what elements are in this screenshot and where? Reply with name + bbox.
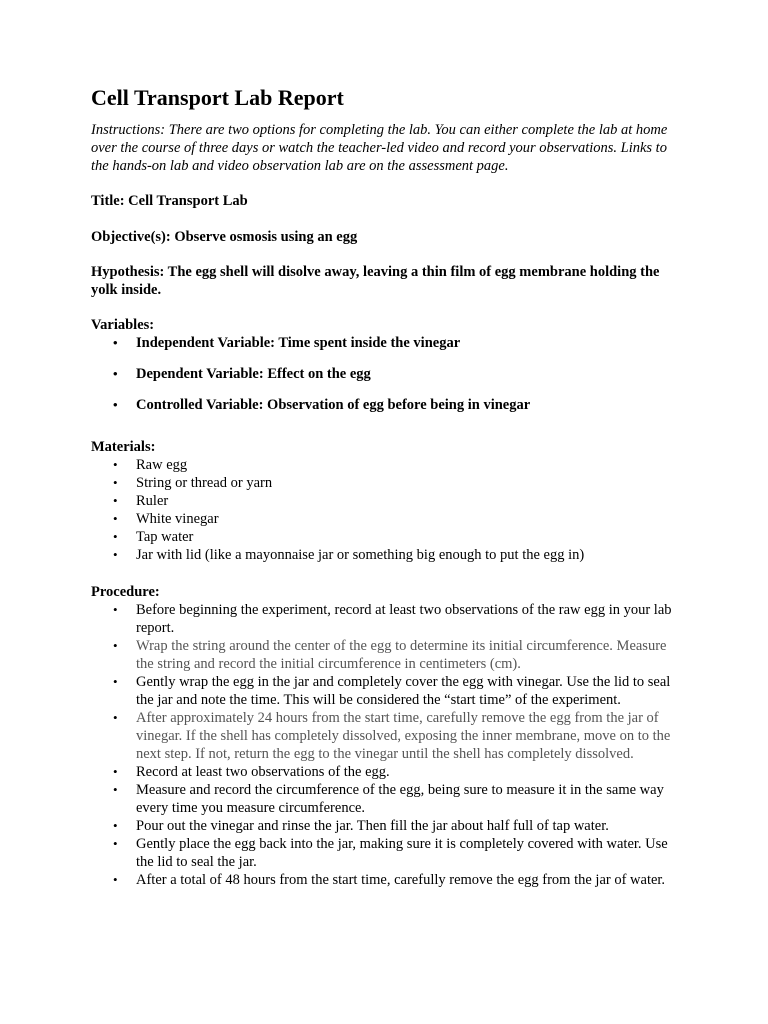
procedure-list [91, 601, 681, 889]
bullet-icon: • [113, 397, 118, 412]
instructions-paragraph: Instructions: There are two options for completing the lab. You can either complete the lab at home over the course of three days or watch the teacher-led video and record your observations. Links to the hands-on lab and video observation lab are on the assessment page. [91, 122, 668, 174]
list-item [91, 546, 681, 564]
bullet-icon: • [113, 475, 118, 490]
variable-text: Independent Variable: Time spent inside the vinegar [136, 335, 461, 351]
material-text: Tap water [136, 529, 194, 545]
materials-list [91, 456, 681, 564]
list-item [91, 871, 681, 889]
bullet-icon: • [113, 529, 118, 544]
bullet-icon: • [113, 836, 118, 851]
list-item [91, 474, 681, 492]
variable-text: Controlled Variable: Observation of egg before being in vinegar [136, 397, 531, 413]
bullet-icon: • [113, 818, 118, 833]
bullet-icon: • [113, 547, 118, 562]
bullet-icon: • [113, 335, 118, 350]
list-item [91, 781, 681, 817]
list-item [91, 334, 681, 352]
procedure-step: After a total of 48 hours from the start time, carefully remove the egg from the jar of water. [136, 872, 666, 888]
bullet-icon: • [113, 511, 118, 526]
material-text: Raw egg [136, 457, 188, 473]
bullet-icon: • [113, 710, 118, 725]
list-item [91, 601, 681, 637]
hypothesis-line: Hypothesis: The egg shell will disolve away, leaving a thin film of egg membrane holding the yolk inside. [91, 264, 660, 298]
material-text: String or thread or yarn [136, 475, 273, 491]
variables-heading: Variables: [91, 317, 155, 333]
procedure-step: Gently wrap the egg in the jar and completely cover the egg with vinegar. Use the lid to seal the jar and note the time. This will be considered the “start time” of the experiment. [136, 674, 671, 708]
bullet-icon: • [113, 366, 118, 381]
bullet-icon: • [113, 602, 118, 617]
objective-line: Objective(s): Observe osmosis using an egg [91, 229, 358, 245]
document-title: Cell Transport Lab Report [91, 85, 344, 110]
materials-heading: Materials: [91, 439, 156, 455]
list-item [91, 763, 681, 781]
bullet-icon: • [113, 638, 118, 653]
procedure-step: Wrap the string around the center of the egg to determine its initial circumference. Measure the string and record the initial circumference in centimeters (cm). [136, 638, 667, 672]
procedure-step: Pour out the vinegar and rinse the jar. Then fill the jar about half full of tap water. [136, 818, 609, 834]
bullet-icon: • [113, 457, 118, 472]
list-item [91, 817, 681, 835]
list-item [91, 835, 681, 871]
procedure-step: After approximately 24 hours from the start time, carefully remove the egg from the jar of vinegar. If the shell has completely dissolved, exposing the inner membrane, move on to the next step. If not, return the egg to the vinegar until the shell has completely dissolved. [136, 710, 671, 762]
list-item [91, 492, 681, 510]
list-item [91, 396, 681, 414]
list-item [91, 673, 681, 709]
procedure-step: Gently place the egg back into the jar, making sure it is completely covered with water. Use the lid to seal the jar. [136, 836, 668, 870]
list-item [91, 365, 681, 383]
bullet-icon: • [113, 493, 118, 508]
variable-text: Dependent Variable: Effect on the egg [136, 366, 371, 382]
list-item [91, 456, 681, 474]
procedure-step: Before beginning the experiment, record at least two observations of the raw egg in your lab report. [136, 602, 672, 636]
title-line: Title: Cell Transport Lab [91, 193, 248, 209]
bullet-icon: • [113, 782, 118, 797]
list-item [91, 709, 681, 763]
variables-list [91, 334, 681, 414]
list-item [91, 528, 681, 546]
bullet-icon: • [113, 764, 118, 779]
bullet-icon: • [113, 674, 118, 689]
document-page [91, 84, 681, 889]
list-item [91, 510, 681, 528]
material-text: Ruler [136, 493, 169, 509]
material-text: White vinegar [136, 511, 219, 527]
procedure-heading: Procedure: [91, 584, 160, 600]
material-text: Jar with lid (like a mayonnaise jar or something big enough to put the egg in) [136, 547, 585, 563]
bullet-icon: • [113, 872, 118, 887]
procedure-step: Measure and record the circumference of the egg, being sure to measure it in the same way every time you measure circumference. [136, 782, 664, 816]
procedure-step: Record at least two observations of the egg. [136, 764, 390, 780]
list-item [91, 637, 681, 673]
